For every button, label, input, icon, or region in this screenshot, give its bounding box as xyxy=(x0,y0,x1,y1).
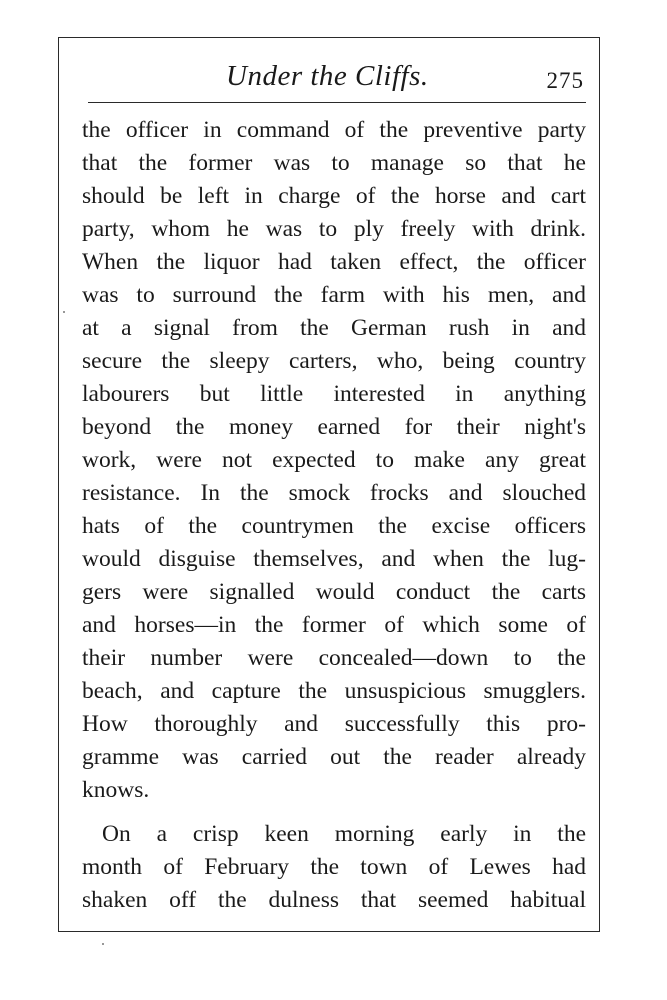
text-line: the officer in command of the preventive party xyxy=(82,117,586,143)
text-line: knows. xyxy=(82,777,150,803)
text-line: should be left in charge of the horse and cart xyxy=(82,183,586,209)
body-text xyxy=(82,114,586,917)
text-line: would disguise themselves, and when the lug- xyxy=(82,546,586,572)
text-line: shaken off the dulness that seemed habitual xyxy=(82,887,586,913)
text-line: beyond the money earned for their night's xyxy=(82,414,586,440)
speck-mark xyxy=(63,311,65,313)
paragraph-gap xyxy=(82,807,586,818)
text-line: that the former was to manage so that he xyxy=(82,150,586,176)
paragraph xyxy=(82,114,586,807)
text-line: was to surround the farm with his men, and xyxy=(82,282,586,308)
text-line: resistance. In the smock frocks and slouched xyxy=(82,480,586,506)
text-line: labourers but little interested in anything xyxy=(82,381,586,407)
text-line: hats of the countrymen the excise officers xyxy=(82,513,586,539)
text-line: secure the sleepy carters, who, being country xyxy=(82,348,586,374)
text-line: When the liquor had taken effect, the officer xyxy=(82,249,586,275)
text-line: work, were not expected to make any great xyxy=(82,447,586,473)
running-head xyxy=(88,58,586,100)
text-line: gramme was carried out the reader already xyxy=(82,744,586,770)
text-line: How thoroughly and successfully this pro- xyxy=(82,711,586,737)
speck-mark xyxy=(102,943,104,945)
text-line: beach, and capture the unsuspicious smugglers. xyxy=(82,678,586,704)
text-line: their number were concealed—down to the xyxy=(82,645,586,671)
page-number: 275 xyxy=(546,68,584,93)
text-line: gers were signalled would conduct the carts xyxy=(82,579,586,605)
text-line: month of February the town of Lewes had xyxy=(82,854,586,880)
text-line: and horses—in the former of which some of xyxy=(82,612,586,638)
text-line: at a signal from the German rush in and xyxy=(82,315,586,341)
text-line: party, whom he was to ply freely with drink. xyxy=(82,216,586,242)
header-rule xyxy=(88,102,586,103)
paragraph xyxy=(82,818,586,917)
text-line: On a crisp keen morning early in the xyxy=(102,821,586,847)
running-title: Under the Cliffs. xyxy=(226,60,429,92)
